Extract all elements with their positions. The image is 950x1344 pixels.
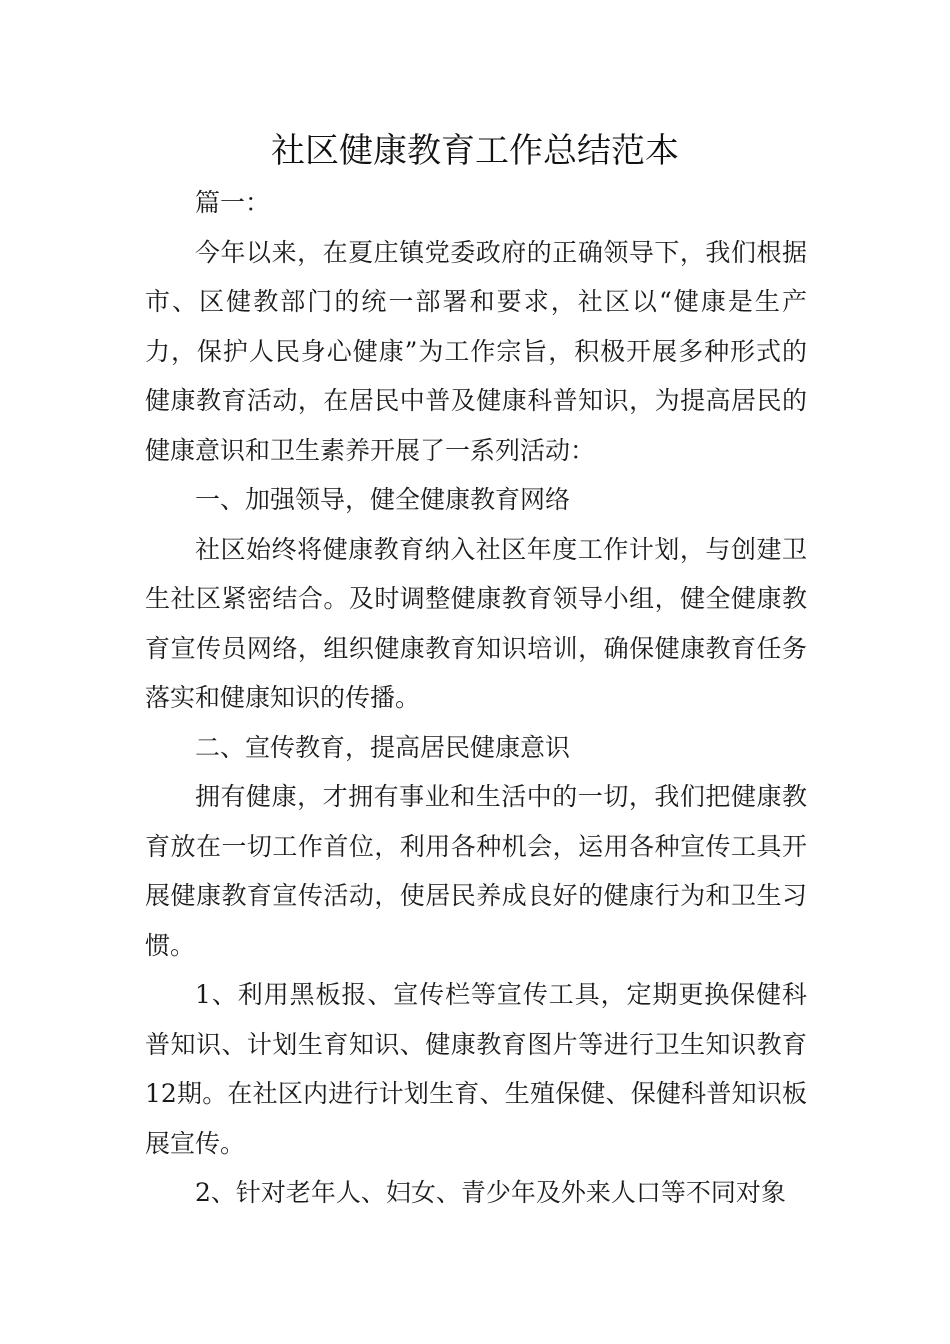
section-label: 篇一： xyxy=(195,188,271,217)
section-heading-1: 一、加强领导，健全健康教育网络 xyxy=(195,485,571,514)
intro-paragraph: 今年以来，在夏庄镇党委政府的正确领导下，我们根据市、区健教部门的统一部署和要求，社区以“健康是生产力，保护人民身心健康”为工作宗旨，积极开展多种形式的健康教育活动，在居民中普及健康科普知识，为提高居民的健康意识和卫生素养开展了一系列活动： xyxy=(145,237,807,465)
document-body xyxy=(145,178,807,1218)
paragraph-2: 拥有健康，才拥有事业和生活中的一切，我们把健康教育放在一切工作首位，利用各种机会，运用各种宣传工具开展健康教育宣传活动，使居民养成良好的健康行为和卫生习惯。 xyxy=(145,782,807,960)
document-title: 社区健康教育工作总结范本 xyxy=(271,131,679,171)
list-item-2: 2、针对老年人、妇女、青少年及外来人口等不同对象 xyxy=(195,1178,786,1207)
list-item-1: 1、利用黑板报、宣传栏等宣传工具，定期更换保健科普知识、计划生育知识、健康教育图片等进行卫生知识教育12期。在社区内进行计划生育、生殖保健、保健科普知识板展宣传。 xyxy=(145,980,807,1158)
section-heading-2: 二、宣传教育，提高居民健康意识 xyxy=(195,732,571,762)
paragraph-1: 社区始终将健康教育纳入社区年度工作计划，与创建卫生社区紧密结合。及时调整健康教育领导小组，健全健康教育宣传员网络，组织健康教育知识培训，确保健康教育任务落实和健康知识的传播。 xyxy=(145,534,807,712)
